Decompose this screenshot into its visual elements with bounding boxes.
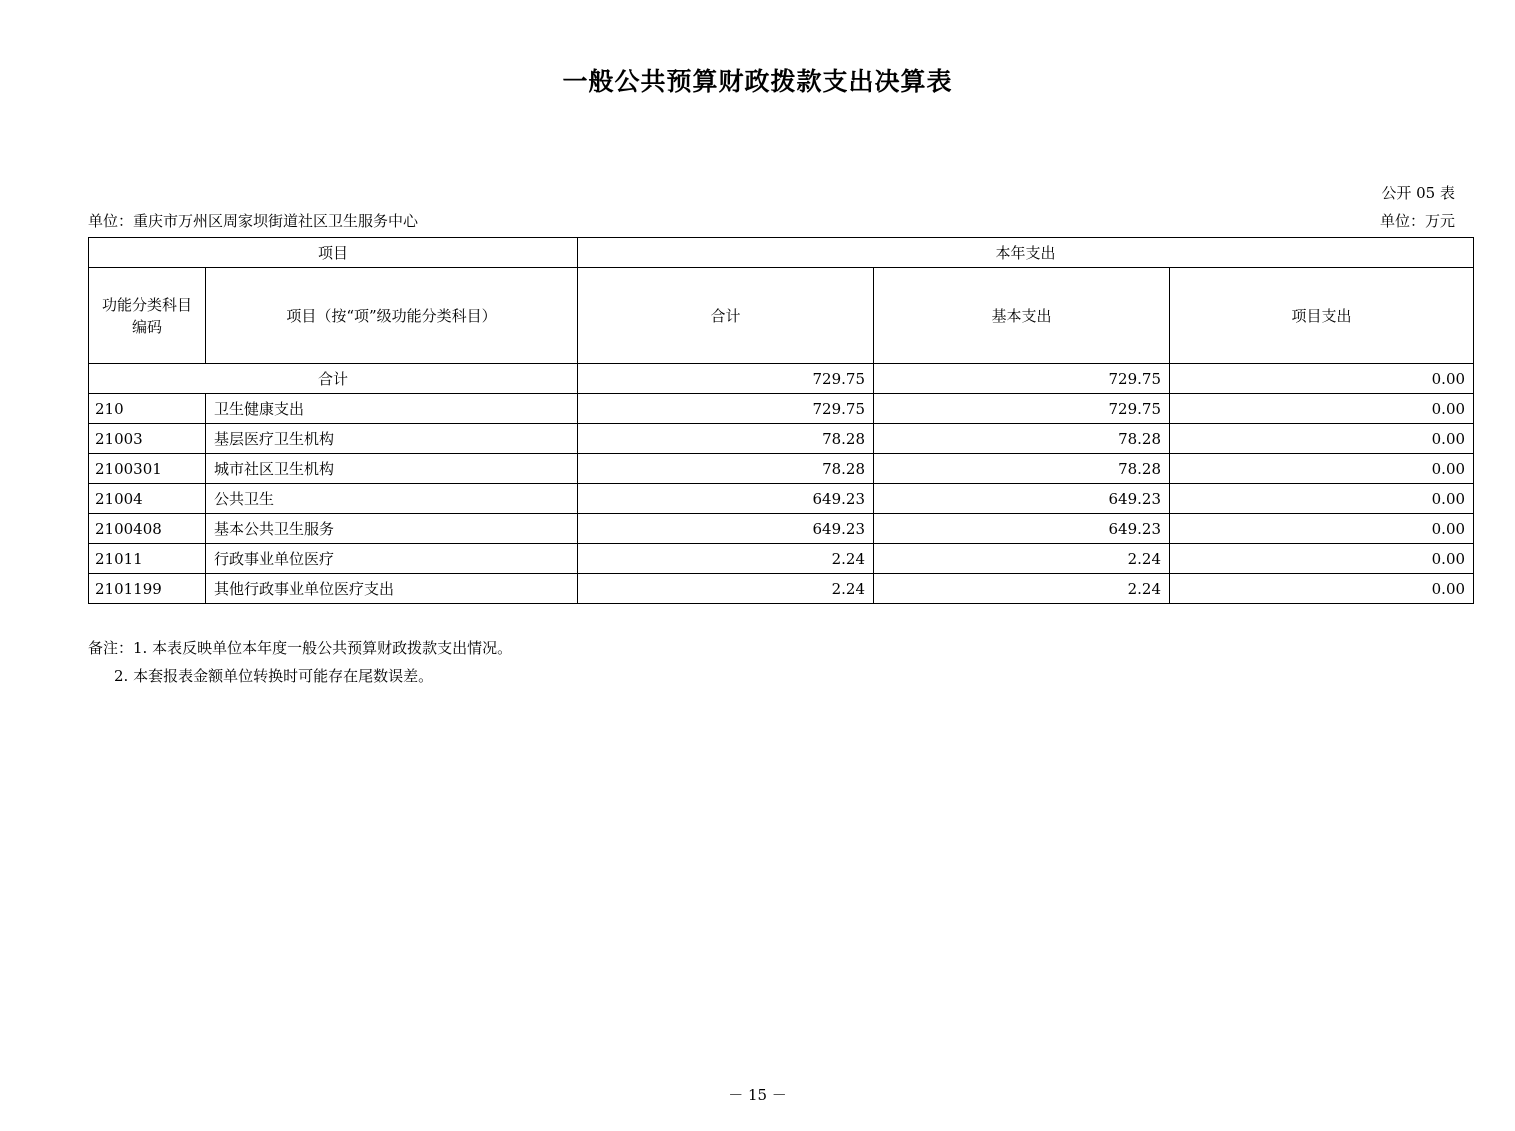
row-code: 21004 [89,484,206,514]
table-header-row [89,268,1474,364]
table-row [89,454,1474,484]
row-project: 0.00 [1170,394,1474,424]
row-name: 其他行政事业单位医疗支出 [206,574,578,604]
row-name: 行政事业单位医疗 [206,544,578,574]
row-project: 0.00 [1170,424,1474,454]
header-col-total: 合计 [578,268,874,364]
row-project: 0.00 [1170,454,1474,484]
note-line-1: 备注：1. 本表反映单位本年度一般公共预算财政拨款支出情况。 [88,639,513,657]
header-col-name: 项目（按“项”级功能分类科目） [206,268,578,364]
row-basic: 729.75 [874,394,1170,424]
row-basic: 649.23 [874,484,1170,514]
row-total: 2.24 [578,544,874,574]
table-header-group-row [89,238,1474,268]
note-line-2: 2. 本套报表金额单位转换时可能存在尾数误差。 [114,667,434,685]
document-page [0,62,1515,1131]
row-code: 21003 [89,424,206,454]
row-name: 城市社区卫生机构 [206,454,578,484]
table-row [89,544,1474,574]
row-code: 2100301 [89,454,206,484]
row-project: 0.00 [1170,544,1474,574]
table-row [89,514,1474,544]
total-row-total: 729.75 [578,364,874,394]
table-row [89,394,1474,424]
unit-label: 单位：重庆市万州区周家坝街道社区卫生服务中心 [88,212,419,230]
row-total: 78.28 [578,424,874,454]
row-project: 0.00 [1170,514,1474,544]
header-col-code-line1: 功能分类科目 [101,295,192,314]
row-basic: 649.23 [874,514,1170,544]
row-total: 649.23 [578,514,874,544]
table-row [89,574,1474,604]
header-col-code-line2: 编码 [131,317,162,336]
row-code: 2101199 [89,574,206,604]
meta-row [88,210,1455,231]
table-body [89,364,1474,604]
row-name: 基本公共卫生服务 [206,514,578,544]
row-basic: 78.28 [874,454,1170,484]
header-group-current-year: 本年支出 [578,238,1474,268]
row-code: 210 [89,394,206,424]
table-notes [88,634,512,690]
header-col-project: 项目支出 [1170,268,1474,364]
row-total: 2.24 [578,574,874,604]
row-project: 0.00 [1170,574,1474,604]
total-row-project: 0.00 [1170,364,1474,394]
row-name: 公共卫生 [206,484,578,514]
row-code: 2100408 [89,514,206,544]
total-row-label: 合计 [89,364,578,394]
row-basic: 2.24 [874,544,1170,574]
row-name: 基层医疗卫生机构 [206,424,578,454]
row-total: 78.28 [578,454,874,484]
row-project: 0.00 [1170,484,1474,514]
row-basic: 78.28 [874,424,1170,454]
row-code: 21011 [89,544,206,574]
total-row-basic: 729.75 [874,364,1170,394]
page-number: － 15 － [728,1086,787,1104]
form-code-label: 公开 05 表 [1381,184,1455,202]
amount-unit-label: 单位：万元 [1379,212,1455,230]
row-name: 卫生健康支出 [206,394,578,424]
table-row [89,484,1474,514]
budget-expenditure-table [88,237,1474,604]
row-total: 729.75 [578,394,874,424]
table-row [89,424,1474,454]
header-col-basic: 基本支出 [874,268,1170,364]
row-basic: 2.24 [874,574,1170,604]
table-row-total [89,364,1474,394]
page-title: 一般公共预算财政拨款支出决算表 [562,67,953,96]
header-col-code [89,268,206,364]
header-group-item: 项目 [89,238,578,268]
row-total: 649.23 [578,484,874,514]
